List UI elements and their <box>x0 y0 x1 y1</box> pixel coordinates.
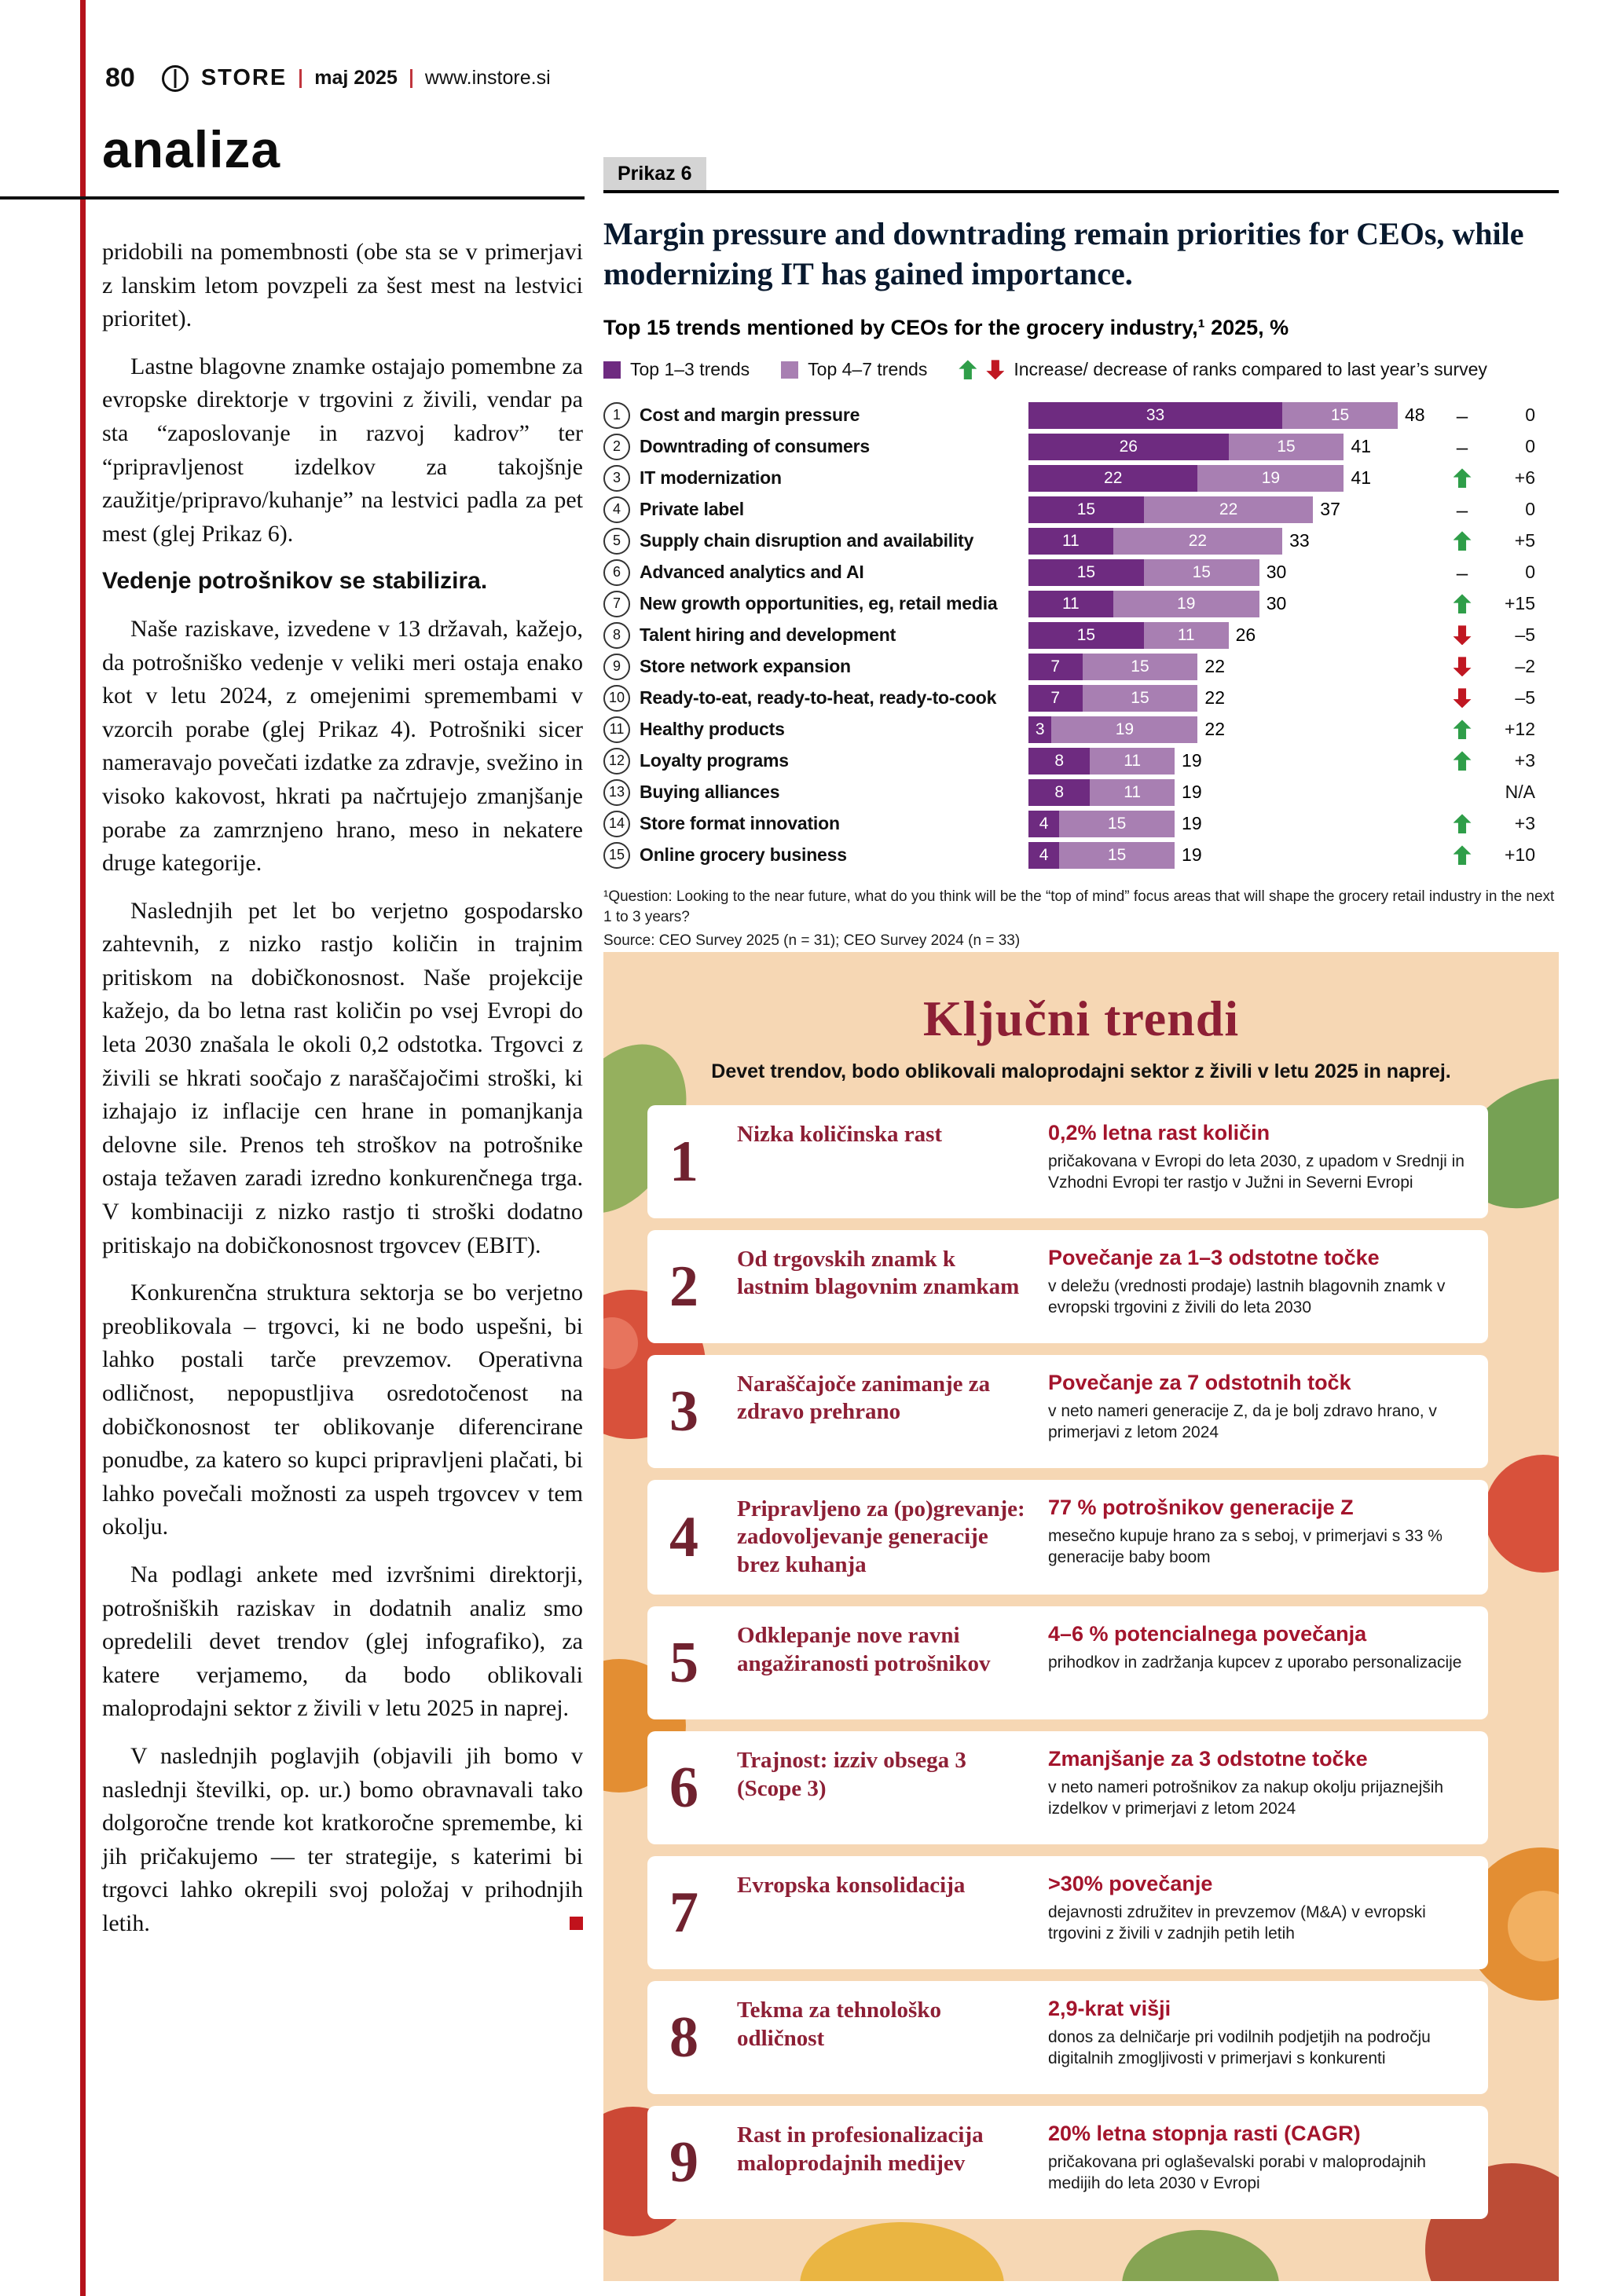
bar-segment-top1-3: 15 <box>1028 559 1144 586</box>
rank-change-value: +10 <box>1504 844 1535 866</box>
article-paragraph: Na podlagi ankete med izvršnimi direktorji, potrošniških raziskav in dodatnih analiz smo opredelili devet trendov (glej infografiko), za katere verjamemo, da bodo oblikovali maloprodajni sektor z živili v letu 2025 in naprej. <box>102 1561 583 1722</box>
legend-swatch-top4-7 <box>781 361 798 379</box>
chart-rows <box>603 401 1559 870</box>
bar-zone <box>1028 465 1398 492</box>
trend-label: Talent hiring and development <box>640 624 896 646</box>
bar-total: 19 <box>1182 844 1202 866</box>
trend-title: Pripravljeno za (po)grevanje: zadovoljevanje generacije brez kuhanja <box>737 1496 1025 1577</box>
trend-label: Loyalty programs <box>640 750 789 771</box>
bar-segment-top4-7: 11 <box>1090 779 1175 806</box>
bar-zone <box>1028 402 1425 429</box>
chart-legend <box>603 359 1559 380</box>
leaf-illustration <box>1122 2230 1279 2281</box>
trend-stat: 0,2% letna rast količin <box>1048 1121 1270 1144</box>
trend-title: Trajnost: izziv obsega 3 (Scope 3) <box>737 1748 966 1801</box>
chart-row <box>603 401 1559 430</box>
bar-segment-top1-3: 15 <box>1028 496 1144 523</box>
down-arrow-icon <box>986 360 1004 379</box>
trend-stat: 4–6 % potencialnega povečanja <box>1048 1622 1367 1646</box>
bar-total: 19 <box>1182 782 1202 803</box>
rank-badge: 6 <box>603 559 630 586</box>
rank-change-indicator <box>1444 845 1480 865</box>
trend-description: mesečno kupuje hrano za s seboj, v primerjavi s 33 % generacije baby boom <box>1048 1527 1443 1567</box>
no-change-dash: – <box>1456 403 1468 427</box>
up-arrow-icon <box>959 360 977 379</box>
bar-segment-top4-7: 19 <box>1051 716 1197 743</box>
rank-change <box>1398 499 1559 520</box>
chart-footnote <box>603 887 1559 950</box>
legend-label-top1-3: Top 1–3 trends <box>630 359 750 380</box>
rank-change-value: 0 <box>1525 436 1535 457</box>
rank-badge: 10 <box>603 685 630 712</box>
trend-label: Online grocery business <box>640 844 847 866</box>
rank-badge: 12 <box>603 748 630 774</box>
trend-label: Downtrading of consumers <box>640 436 870 457</box>
trend-label: New growth opportunities, eg, retail media <box>640 593 998 614</box>
rank-change-indicator <box>1444 688 1480 708</box>
left-margin-rule <box>80 0 86 2296</box>
bar-total: 33 <box>1289 530 1310 551</box>
rank-badge: 3 <box>603 465 630 492</box>
rank-change-value: N/A <box>1505 782 1535 803</box>
infographic-panel <box>603 952 1559 2281</box>
no-change-dash: – <box>1456 434 1468 459</box>
bar-zone <box>1028 748 1398 774</box>
trend-description: v neto nameri generacije Z, da je bolj zdravo hrano, v primerjavi z letom 2024 <box>1048 1402 1437 1442</box>
bar-segment-top4-7: 15 <box>1229 434 1344 460</box>
bar-segment-top1-3: 11 <box>1028 528 1113 555</box>
trend-number: 2 <box>669 1254 698 1319</box>
trend-number: 4 <box>669 1504 698 1569</box>
bar-total: 22 <box>1204 687 1225 709</box>
bar-zone <box>1028 779 1398 806</box>
rank-change-value: 0 <box>1525 499 1535 520</box>
trend-stat: >30% povečanje <box>1048 1872 1213 1896</box>
bar-zone <box>1028 654 1398 680</box>
bar-total: 22 <box>1204 656 1225 677</box>
rank-change <box>1398 656 1559 677</box>
bar-segment-top4-7: 19 <box>1197 465 1344 492</box>
chart-title: Margin pressure and downtrading remain priorities for CEOs, while modernizing IT has gained importance. <box>603 216 1524 292</box>
rank-change-indicator <box>1444 814 1480 833</box>
trend-detail <box>1048 2122 1466 2195</box>
rank-change <box>1398 719 1559 740</box>
bar-zone <box>1028 528 1398 555</box>
bar-segment-top4-7: 15 <box>1083 685 1198 712</box>
trend-detail <box>1048 1121 1466 1194</box>
trend-stat: Povečanje za 7 odstotnih točk <box>1048 1371 1351 1394</box>
down-arrow-icon <box>1454 688 1472 708</box>
bar-total: 19 <box>1182 813 1202 834</box>
rank-badge: 13 <box>603 779 630 806</box>
rank-change-value: +5 <box>1514 530 1535 551</box>
rank-badge: 7 <box>603 591 630 617</box>
rank-change-value: +15 <box>1504 593 1535 614</box>
rank-change-value: 0 <box>1525 562 1535 583</box>
section-title-rule <box>0 196 585 200</box>
trend-stat: Zmanjšanje za 3 odstotne točke <box>1048 1747 1368 1771</box>
article-paragraph: Naše raziskave, izvedene v 13 državah, kažejo, da potrošniško vedenje v veliki meri ostaja enako kot v letu 2024, z omejenimi spremembami v vzorcih porabe (glej Prikaz 4). Potrošniki sicer nameravajo povečati izdatke za zdravje, svežino in visoko kakovost, hkrati pa načrtujejo zmanjšanje porabe za zamrznjeno hrano, meso in nekatere druge kategorije. <box>102 615 583 877</box>
rank-change-indicator <box>1444 434 1480 459</box>
trend-number: 1 <box>669 1129 698 1194</box>
rank-change-indicator <box>1444 405 1480 426</box>
article-paragraph: Naslednjih pet let bo verjetno gospodarsko zahtevnih, z nizko rastjo količin in trajnim pritiskom na dobičkonosnost. Naše projekcije kažejo, da bo letna rast količin po vsej Evropi do leta 2030 znašala le okoli 0,2 odstotka. Trgovci z živili se hkrati soočajo z naraščajočimi stroški, ki izhajajo iz inflacije cen hrane in pomanjkanja delovne sile. Prenos teh stroškov na potrošnike ostaja težaven zaradi izredno konkurenčnega trga. V kombinaciji z nizko rastjo ti stroški dodatno pritiskajo na dobičkonosnost trgovcev (EBIT). <box>102 897 583 1258</box>
header-separator <box>299 69 302 88</box>
bar-segment-top4-7: 22 <box>1113 528 1282 555</box>
bar-zone <box>1028 685 1398 712</box>
bar-segment-top1-3: 22 <box>1028 465 1197 492</box>
bar-zone <box>1028 496 1398 523</box>
lemon-illustration <box>800 2222 1004 2281</box>
article-end-mark <box>570 1917 583 1930</box>
brand-name: STORE <box>200 65 288 90</box>
no-change-dash: – <box>1456 497 1468 522</box>
bar-segment-top1-3: 15 <box>1028 622 1144 649</box>
rank-change-indicator <box>1444 594 1480 613</box>
rank-change-value: –5 <box>1515 624 1535 646</box>
trend-number: 7 <box>669 1880 698 1945</box>
chart-row <box>603 558 1559 587</box>
legend-label-top4-7: Top 4–7 trends <box>808 359 928 380</box>
bar-total: 48 <box>1405 405 1425 426</box>
trend-number: 9 <box>669 2129 698 2195</box>
bar-segment-top4-7: 15 <box>1144 559 1259 586</box>
chart-row <box>603 432 1559 461</box>
no-change-dash: – <box>1456 560 1468 584</box>
chart-row <box>603 652 1559 681</box>
exhibit-panel <box>603 157 1559 954</box>
trend-card <box>647 1981 1488 2094</box>
bar-total: 37 <box>1320 499 1340 520</box>
article-paragraph: pridobili na pomembnosti (obe sta se v primerjavi z lanskim letom povzpeli za šest mest na lestvici prioritet). <box>102 239 583 332</box>
rank-change <box>1398 436 1559 457</box>
trend-card <box>647 1230 1488 1343</box>
footnote-source: Source: CEO Survey 2025 (n = 31); CEO Survey 2024 (n = 33) <box>603 932 1021 949</box>
rank-badge: 15 <box>603 842 630 869</box>
bar-zone <box>1028 622 1398 649</box>
website-url: www.instore.si <box>424 67 551 89</box>
trend-title: Nizka količinska rast <box>737 1122 943 1147</box>
rank-change-value: –2 <box>1515 656 1535 677</box>
trend-label: Supply chain disruption and availability <box>640 530 974 551</box>
trend-card <box>647 1355 1488 1468</box>
trend-label: Store network expansion <box>640 656 851 677</box>
bar-segment-top1-3: 4 <box>1028 811 1059 837</box>
trend-title: Tekma za tehnološko odličnost <box>737 1998 941 2051</box>
rank-change <box>1398 687 1559 709</box>
trend-label: Ready-to-eat, ready-to-heat, ready-to-cook <box>640 687 997 709</box>
trend-label: Healthy products <box>640 719 785 740</box>
trend-detail <box>1048 1496 1466 1569</box>
up-arrow-icon <box>1454 720 1472 739</box>
trend-stat: 2,9-krat višji <box>1048 1997 1171 2021</box>
up-arrow-icon <box>1454 468 1472 488</box>
trend-description: pričakovana pri oglaševalski porabi v maloprodajnih medijih do leta 2030 v Evropi <box>1048 2153 1426 2193</box>
rank-change-value: +3 <box>1514 750 1535 771</box>
chart-row <box>603 778 1559 807</box>
section-title: analiza <box>102 120 281 178</box>
article-paragraph: V naslednjih poglavjih (objavili jih bomo v naslednji številki, op. ur.) bomo obravnavali tako dolgoročne trende kot kratkoročne spremembe, ki jih pričakujemo — ter strategije, s katerimi bi trgovci lahko okrepili svoj položaj v prihodnjih letih. <box>102 1742 583 1936</box>
rank-change-indicator <box>1444 625 1480 645</box>
infographic-subtitle: Devet trendov, bodo oblikovali maloprodajni sektor z živili v letu 2025 in naprej. <box>711 1060 1451 1082</box>
chart-row <box>603 621 1559 650</box>
trend-label: Store format innovation <box>640 813 840 834</box>
trend-description: v deležu (vrednosti prodaje) lastnih blagovnih znamk v evropski trgovini z živili do leta 2030 <box>1048 1277 1446 1317</box>
rank-change <box>1398 750 1559 771</box>
rank-change-indicator <box>1444 657 1480 676</box>
trend-title: Rast in profesionalizacija maloprodajnih medijev <box>737 2122 984 2176</box>
trend-label: Buying alliances <box>640 782 780 803</box>
header-separator <box>410 69 412 88</box>
up-arrow-icon <box>1454 531 1472 551</box>
infographic-title: Ključni trendi <box>922 991 1240 1046</box>
trend-card <box>647 1480 1488 1595</box>
bar-total: 26 <box>1235 624 1256 646</box>
rank-change-value: +3 <box>1514 813 1535 834</box>
chart-row <box>603 746 1559 775</box>
trend-detail <box>1048 1622 1466 1673</box>
rank-change-value: +12 <box>1504 719 1535 740</box>
rank-badge: 11 <box>603 716 630 743</box>
up-arrow-icon <box>1454 845 1472 865</box>
bar-total: 41 <box>1351 467 1372 489</box>
rank-change <box>1398 530 1559 551</box>
trend-detail <box>1048 1872 1466 1945</box>
chart-row <box>603 683 1559 712</box>
rank-badge: 8 <box>603 622 630 649</box>
issue-date: maj 2025 <box>314 67 398 89</box>
rank-change-value: +6 <box>1514 467 1535 489</box>
down-arrow-icon <box>1454 625 1472 645</box>
tomato-illustration <box>1484 1455 1559 1573</box>
rank-change-indicator <box>1444 720 1480 739</box>
bar-zone <box>1028 591 1398 617</box>
chart-row <box>603 526 1559 555</box>
trend-card <box>647 1731 1488 1844</box>
legend-swatch-top1-3 <box>603 361 621 379</box>
trend-label: Advanced analytics and AI <box>640 562 864 583</box>
trend-title: Evropska konsolidacija <box>737 1873 966 1899</box>
rank-change <box>1398 844 1559 866</box>
trend-stat: Povečanje za 1–3 odstotne točke <box>1048 1246 1380 1269</box>
trend-title: Naraščajoče zanimanje za zdravo prehrano <box>737 1371 991 1425</box>
rank-change-indicator <box>1444 468 1480 488</box>
trend-description: donos za delničarje pri vodilnih podjetjih na področju digitalnih zmogljivosti v primerjavi s konkurenti <box>1048 2028 1431 2068</box>
rank-change-indicator <box>1444 531 1480 551</box>
bar-total: 30 <box>1266 562 1287 583</box>
trend-card <box>647 1606 1488 1719</box>
trend-title: Odklepanje nove ravni angažiranosti potrošnikov <box>737 1623 991 1676</box>
trend-label: Private label <box>640 499 744 520</box>
trend-detail <box>1048 1747 1466 1820</box>
trend-number: 6 <box>669 1755 698 1820</box>
trend-card <box>647 1105 1488 1218</box>
bar-zone <box>1028 559 1398 586</box>
bar-total: 41 <box>1351 436 1372 457</box>
bar-segment-top4-7: 15 <box>1083 654 1198 680</box>
article-subheading: Vedenje potrošnikov se stabilizira. <box>102 568 488 595</box>
chart-row <box>603 589 1559 618</box>
bar-total: 30 <box>1266 593 1287 614</box>
trend-label: Cost and margin pressure <box>640 405 860 426</box>
up-arrow-icon <box>1454 594 1472 613</box>
rank-change <box>1398 782 1559 803</box>
chart-subtitle: Top 15 trends mentioned by CEOs for the grocery industry,¹ 2025, % <box>603 316 1289 340</box>
trend-detail <box>1048 1371 1466 1444</box>
bar-segment-top4-7: 15 <box>1282 402 1398 429</box>
store-logo-icon <box>162 65 189 92</box>
page-header <box>105 63 551 93</box>
trend-number: 8 <box>669 2005 698 2070</box>
rank-change <box>1398 813 1559 834</box>
bar-segment-top4-7: 15 <box>1059 811 1175 837</box>
rank-change <box>1398 593 1559 614</box>
legend-arrows-note: Increase/ decrease of ranks compared to last year’s survey <box>1014 359 1487 380</box>
trend-title: Od trgovskih znamk k lastnim blagovnim znamkam <box>737 1247 1020 1300</box>
trend-description: pričakovana v Evropi do leta 2030, z upadom v Srednji in Vzhodni Evropi ter rastjo v Južni in Severni Evropi <box>1048 1152 1465 1192</box>
trend-number: 5 <box>669 1630 698 1695</box>
rank-badge: 14 <box>603 811 630 837</box>
rank-badge: 2 <box>603 434 630 460</box>
trend-card <box>647 1856 1488 1969</box>
trend-description: dejavnosti združitev in prevzemov (M&A) v evropski trgovini z živili v zadnjih petih letih <box>1048 1903 1426 1943</box>
bar-segment-top4-7: 11 <box>1144 622 1229 649</box>
bar-segment-top4-7: 11 <box>1090 748 1175 774</box>
bar-segment-top4-7: 22 <box>1144 496 1313 523</box>
rank-change-value: –5 <box>1515 687 1535 709</box>
bar-segment-top1-3: 33 <box>1028 402 1282 429</box>
trend-description: prihodkov in zadržanja kupcev z uporabo personalizacije <box>1048 1653 1462 1672</box>
article-paragraph: Lastne blagovne znamke ostajajo pomembne za evropske direktorje v trgovini z živili, vendar pa sta “zaposlovanje in razvoj kadrov” ter “pripravljenost izdelkov za takojšnje zaužitje/pripravo/kuhanje” na lestvici padla za pet mest (glej Prikaz 6). <box>102 353 583 547</box>
bar-total: 22 <box>1204 719 1225 740</box>
exhibit-tag-row <box>603 157 1559 193</box>
page-number: 80 <box>105 63 135 93</box>
chart-row <box>603 463 1559 493</box>
rank-change <box>1398 624 1559 646</box>
rank-badge: 1 <box>603 402 630 429</box>
up-arrow-icon <box>1454 814 1472 833</box>
chart-row <box>603 495 1559 524</box>
bar-segment-top1-3: 8 <box>1028 748 1090 774</box>
rank-change-value: 0 <box>1525 405 1535 426</box>
bar-segment-top1-3: 7 <box>1028 685 1083 712</box>
rank-badge: 4 <box>603 496 630 523</box>
chart-row <box>603 840 1559 870</box>
bar-zone <box>1028 434 1398 460</box>
article-column <box>102 236 583 1955</box>
down-arrow-icon <box>1454 657 1472 676</box>
chart-row <box>603 809 1559 838</box>
rank-change-indicator <box>1444 497 1480 522</box>
trend-card <box>647 2106 1488 2219</box>
rank-change <box>1398 467 1559 489</box>
trend-stat: 77 % potrošnikov generacije Z <box>1048 1496 1354 1519</box>
bar-segment-top1-3: 26 <box>1028 434 1229 460</box>
bar-zone <box>1028 811 1398 837</box>
trend-label: IT modernization <box>640 467 782 489</box>
up-arrow-icon <box>1454 751 1472 771</box>
bar-segment-top4-7: 15 <box>1059 842 1175 869</box>
trend-detail <box>1048 1997 1466 2070</box>
rank-badge: 5 <box>603 528 630 555</box>
chart-row <box>603 715 1559 744</box>
bar-segment-top1-3: 4 <box>1028 842 1059 869</box>
trend-detail <box>1048 1246 1466 1319</box>
bar-zone <box>1028 716 1398 743</box>
rank-change-indicator <box>1444 751 1480 771</box>
bar-segment-top1-3: 7 <box>1028 654 1083 680</box>
bar-segment-top1-3: 11 <box>1028 591 1113 617</box>
bar-zone <box>1028 842 1398 869</box>
trend-cards <box>647 1105 1488 2219</box>
rank-badge: 9 <box>603 654 630 680</box>
exhibit-tag: Prikaz 6 <box>603 157 706 190</box>
trend-description: v neto nameri potrošnikov za nakup okolju prijaznejših izdelkov v primerjavi z letom 2024 <box>1048 1778 1444 1818</box>
rank-change-indicator <box>1444 562 1480 583</box>
bar-segment-top1-3: 3 <box>1028 716 1051 743</box>
rank-change <box>1398 562 1559 583</box>
bar-total: 19 <box>1182 750 1202 771</box>
article-paragraph: Konkurenčna struktura sektorja se bo verjetno preoblikovala – trgovci, ki ne bodo uspešni, bi lahko postali tarče prevzemov. Operativna odličnost, nepopustljiva osredotočenost na dobičkonosnost ter oblikovanje diferencirane ponudbe, za katero so kupci pripravljeni plačati, bi lahko povečali možnosti za uspeh trgovcev v tem okolju. <box>102 1280 583 1540</box>
footnote-question: ¹Question: Looking to the near future, what do you think will be the “top of mind” focus areas that will shape the grocery retail industry in the next 1 to 3 years? <box>603 888 1555 926</box>
bar-segment-top4-7: 19 <box>1113 591 1259 617</box>
bar-segment-top1-3: 8 <box>1028 779 1090 806</box>
trend-number: 3 <box>669 1379 698 1444</box>
trend-stat: 20% letna stopnja rasti (CAGR) <box>1048 2122 1361 2146</box>
